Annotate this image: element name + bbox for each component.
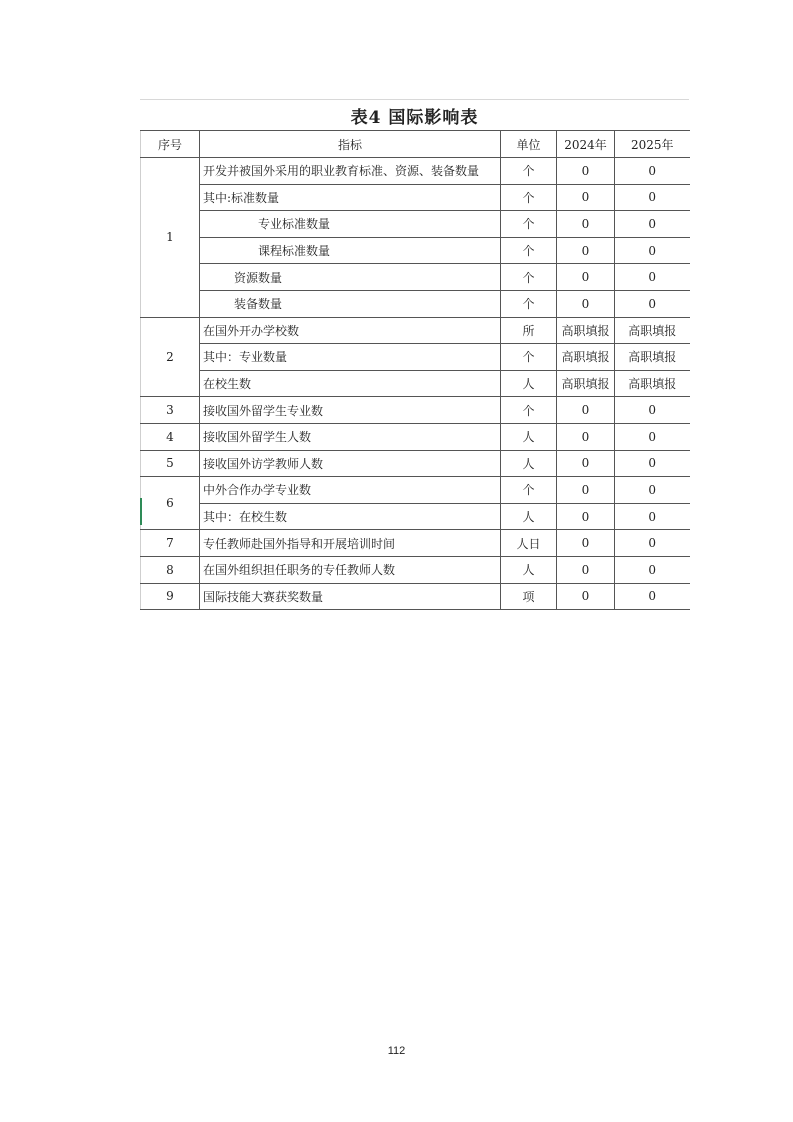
row-indicator: 国际技能大赛获奖数量 [200,583,501,610]
row-unit: 个 [501,237,557,264]
row-indicator: 其中:标准数量 [200,184,501,211]
row-unit: 人 [501,503,557,530]
row-indicator: 装备数量 [200,290,501,317]
header-2024: 2024年 [557,131,615,158]
page-number: 112 [387,1045,406,1057]
row-2025: 0 [615,556,690,583]
table-row [141,317,690,344]
header-seq: 序号 [141,131,200,158]
row-indicator: 接收国外留学生人数 [200,423,501,450]
row-2025: 0 [615,477,690,504]
table-title: 表4 国际影响表 [140,99,689,130]
table-row [141,264,690,291]
table-row [141,503,690,530]
row-indicator: 中外合作办学专业数 [200,477,501,504]
row-unit: 人日 [501,530,557,557]
table-row [141,370,690,397]
row-indicator: 专业标准数量 [200,211,501,238]
row-2024: 0 [557,477,615,504]
row-seq: 4 [141,423,200,450]
row-indicator: 在国外开办学校数 [200,317,501,344]
row-unit: 个 [501,397,557,424]
row-2025: 0 [615,583,690,610]
row-unit: 个 [501,290,557,317]
header-indicator: 指标 [200,131,501,158]
row-2025: 0 [615,397,690,424]
table-row [141,423,690,450]
row-indicator: 开发并被国外采用的职业教育标准、资源、装备数量 [200,158,501,185]
row-unit: 项 [501,583,557,610]
row-2025: 0 [615,237,690,264]
header-unit: 单位 [501,131,557,158]
header-row [141,131,690,158]
table-row [141,344,690,371]
table-row [141,158,690,185]
row-unit: 个 [501,184,557,211]
row-2025: 高职填报 [615,344,690,371]
row-2025: 0 [615,158,690,185]
table-row [141,237,690,264]
table-row [141,184,690,211]
table-row [141,450,690,477]
row-2024: 0 [557,583,615,610]
international-impact-table [140,99,689,610]
row-2025: 高职填报 [615,370,690,397]
row-indicator: 在校生数 [200,370,501,397]
row-indicator: 专任教师赴国外指导和开展培训时间 [200,530,501,557]
row-indicator: 接收国外访学教师人数 [200,450,501,477]
row-2025: 0 [615,290,690,317]
row-2024: 0 [557,290,615,317]
table-row [141,556,690,583]
row-2024: 0 [557,264,615,291]
row-seq: 1 [141,158,200,318]
row-2025: 0 [615,423,690,450]
table-row [141,477,690,504]
row-seq: 2 [141,317,200,397]
row-2024: 0 [557,556,615,583]
cell-selection-marker [140,498,142,525]
row-seq: 9 [141,583,200,610]
row-2024: 0 [557,530,615,557]
row-unit: 个 [501,158,557,185]
table-row [141,530,690,557]
table-row [141,583,690,610]
row-indicator: 课程标准数量 [200,237,501,264]
row-2025: 0 [615,184,690,211]
row-indicator: 在国外组织担任职务的专任教师人数 [200,556,501,583]
row-2024: 高职填报 [557,344,615,371]
row-2024: 0 [557,397,615,424]
row-indicator: 其中：专业数量 [200,344,501,371]
table-row [141,397,690,424]
row-unit: 个 [501,344,557,371]
row-unit: 个 [501,264,557,291]
table-grid [140,130,690,610]
row-2025: 0 [615,211,690,238]
row-2024: 0 [557,503,615,530]
row-seq: 3 [141,397,200,424]
row-2024: 0 [557,158,615,185]
row-2024: 0 [557,423,615,450]
row-unit: 人 [501,423,557,450]
row-2025: 0 [615,264,690,291]
row-2025: 0 [615,450,690,477]
row-indicator: 接收国外留学生专业数 [200,397,501,424]
row-2024: 0 [557,237,615,264]
row-seq: 8 [141,556,200,583]
row-indicator: 其中：在校生数 [200,503,501,530]
row-seq: 5 [141,450,200,477]
row-2024: 0 [557,211,615,238]
row-unit: 所 [501,317,557,344]
row-2025: 0 [615,503,690,530]
row-2024: 0 [557,184,615,211]
table-row [141,290,690,317]
row-2024: 0 [557,450,615,477]
row-seq: 7 [141,530,200,557]
row-2025: 0 [615,530,690,557]
row-2025: 高职填报 [615,317,690,344]
row-unit: 个 [501,477,557,504]
header-2025: 2025年 [615,131,690,158]
row-unit: 人 [501,370,557,397]
row-unit: 人 [501,556,557,583]
row-2024: 高职填报 [557,317,615,344]
table-row [141,211,690,238]
row-unit: 个 [501,211,557,238]
row-seq: 6 [141,477,200,530]
row-unit: 人 [501,450,557,477]
row-2024: 高职填报 [557,370,615,397]
row-indicator: 资源数量 [200,264,501,291]
